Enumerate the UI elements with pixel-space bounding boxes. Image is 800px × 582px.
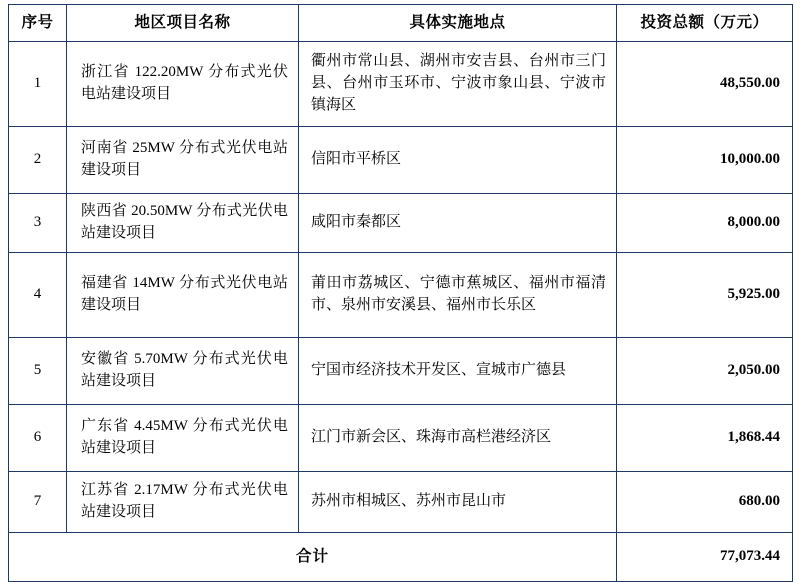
table-header <box>9 5 793 42</box>
row-location: 江门市新会区、珠海市高栏港经济区 <box>299 405 617 472</box>
table-row <box>9 405 793 472</box>
column-header-no: 序号 <box>9 5 67 42</box>
row-location: 苏州市相城区、苏州市昆山市 <box>299 472 617 533</box>
table-body <box>9 42 793 582</box>
table-row <box>9 42 793 127</box>
table-total-row <box>9 533 793 582</box>
row-project-name: 陕西省 20.50MW 分布式光伏电站建设项目 <box>67 194 299 253</box>
row-index: 3 <box>9 194 67 253</box>
row-index: 2 <box>9 127 67 194</box>
row-location: 莆田市荔城区、宁德市蕉城区、福州市福清市、泉州市安溪县、福州市长乐区 <box>299 253 617 338</box>
table-row <box>9 338 793 405</box>
row-project-name: 福建省 14MW 分布式光伏电站建设项目 <box>67 253 299 338</box>
row-amount: 2,050.00 <box>617 338 793 405</box>
table-row <box>9 194 793 253</box>
row-project-name: 广东省 4.45MW 分布式光伏电站建设项目 <box>67 405 299 472</box>
table-row <box>9 127 793 194</box>
table-row <box>9 472 793 533</box>
row-amount: 48,550.00 <box>617 42 793 127</box>
row-index: 6 <box>9 405 67 472</box>
total-amount: 77,073.44 <box>617 533 793 582</box>
row-amount: 10,000.00 <box>617 127 793 194</box>
row-index: 7 <box>9 472 67 533</box>
table-header-row <box>9 5 793 42</box>
row-location: 宁国市经济技术开发区、宣城市广德县 <box>299 338 617 405</box>
row-index: 5 <box>9 338 67 405</box>
row-location: 信阳市平桥区 <box>299 127 617 194</box>
column-header-amount: 投资总额（万元） <box>617 5 793 42</box>
project-investment-table <box>8 4 793 582</box>
row-index: 1 <box>9 42 67 127</box>
row-project-name: 江苏省 2.17MW 分布式光伏电站建设项目 <box>67 472 299 533</box>
column-header-name: 地区项目名称 <box>67 5 299 42</box>
row-amount: 8,000.00 <box>617 194 793 253</box>
row-location: 衢州市常山县、湖州市安吉县、台州市三门县、台州市玉环市、宁波市象山县、宁波市镇海区 <box>299 42 617 127</box>
table-row <box>9 253 793 338</box>
row-index: 4 <box>9 253 67 338</box>
row-project-name: 河南省 25MW 分布式光伏电站建设项目 <box>67 127 299 194</box>
row-project-name: 安徽省 5.70MW 分布式光伏电站建设项目 <box>67 338 299 405</box>
row-location: 咸阳市秦都区 <box>299 194 617 253</box>
row-amount: 1,868.44 <box>617 405 793 472</box>
row-project-name: 浙江省 122.20MW 分布式光伏电站建设项目 <box>67 42 299 127</box>
total-label: 合计 <box>9 533 617 582</box>
row-amount: 680.00 <box>617 472 793 533</box>
row-amount: 5,925.00 <box>617 253 793 338</box>
column-header-location: 具体实施地点 <box>299 5 617 42</box>
